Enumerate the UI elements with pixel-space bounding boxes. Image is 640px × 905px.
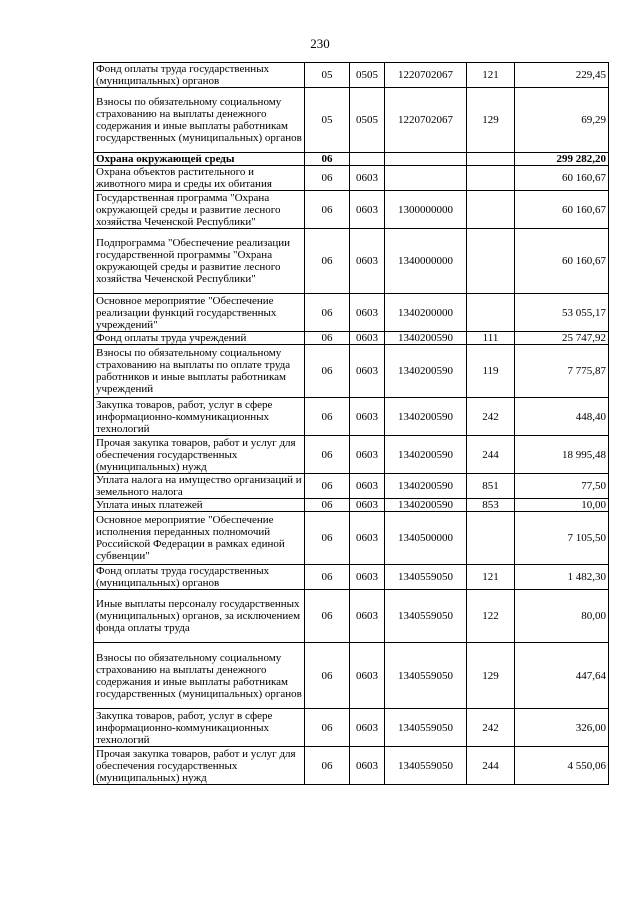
table-row: [94, 63, 609, 88]
cell-subsection: 0603: [350, 499, 385, 512]
cell-subsection: 0505: [350, 63, 385, 88]
cell-name: Фонд оплаты труда государственных (муниципальных) органов: [94, 565, 305, 590]
cell-name: Уплата налога на имущество организаций и земельного налога: [94, 474, 305, 499]
cell-subsection: 0603: [350, 332, 385, 345]
cell-target-article: 1340559050: [385, 590, 467, 643]
table-row: [94, 345, 609, 398]
cell-amount: 447,64: [515, 643, 609, 709]
cell-section: 06: [305, 590, 350, 643]
cell-name: Иные выплаты персоналу государственных (муниципальных) органов, за исключением фонда оплаты труда: [94, 590, 305, 643]
cell-target-article: 1340559050: [385, 643, 467, 709]
cell-name: Уплата иных платежей: [94, 499, 305, 512]
table-row: [94, 332, 609, 345]
cell-expense-type: [467, 153, 515, 166]
cell-target-article: 1340200000: [385, 294, 467, 332]
cell-section: 06: [305, 747, 350, 785]
budget-table-body: [94, 63, 609, 785]
cell-section: 06: [305, 229, 350, 294]
cell-subsection: 0603: [350, 643, 385, 709]
cell-target-article: 1340559050: [385, 709, 467, 747]
cell-amount: 60 160,67: [515, 229, 609, 294]
table-row: [94, 294, 609, 332]
cell-section: 06: [305, 345, 350, 398]
cell-subsection: 0603: [350, 590, 385, 643]
cell-subsection: 0603: [350, 709, 385, 747]
table-row: [94, 512, 609, 565]
cell-name: Закупка товаров, работ, услуг в сфере информационно-коммуникационных технологий: [94, 709, 305, 747]
budget-table: [93, 62, 609, 785]
cell-target-article: 1340200590: [385, 436, 467, 474]
cell-subsection: 0603: [350, 398, 385, 436]
cell-expense-type: 244: [467, 436, 515, 474]
cell-section: 05: [305, 63, 350, 88]
cell-target-article: 1220702067: [385, 88, 467, 153]
table-row: [94, 590, 609, 643]
cell-subsection: 0603: [350, 565, 385, 590]
cell-amount: 25 747,92: [515, 332, 609, 345]
cell-expense-type: 129: [467, 88, 515, 153]
cell-section: 06: [305, 166, 350, 191]
table-row: [94, 643, 609, 709]
cell-section: 06: [305, 512, 350, 565]
cell-subsection: 0603: [350, 166, 385, 191]
cell-section: 06: [305, 474, 350, 499]
cell-amount: 4 550,06: [515, 747, 609, 785]
cell-expense-type: 242: [467, 398, 515, 436]
cell-amount: 53 055,17: [515, 294, 609, 332]
cell-expense-type: 851: [467, 474, 515, 499]
cell-subsection: 0603: [350, 474, 385, 499]
cell-expense-type: 122: [467, 590, 515, 643]
cell-target-article: 1340200590: [385, 398, 467, 436]
cell-amount: 69,29: [515, 88, 609, 153]
cell-section: 06: [305, 153, 350, 166]
cell-subsection: 0505: [350, 88, 385, 153]
cell-expense-type: 129: [467, 643, 515, 709]
cell-target-article: 1340200590: [385, 474, 467, 499]
cell-amount: 7 775,87: [515, 345, 609, 398]
cell-target-article: 1300000000: [385, 191, 467, 229]
cell-name: Закупка товаров, работ, услуг в сфере информационно-коммуникационных технологий: [94, 398, 305, 436]
cell-section: 06: [305, 643, 350, 709]
cell-name: Взносы по обязательному социальному страхованию на выплаты денежного содержания и иные выплаты работникам государственных (муниципальных) органов: [94, 88, 305, 153]
cell-amount: 448,40: [515, 398, 609, 436]
cell-subsection: 0603: [350, 747, 385, 785]
cell-expense-type: 119: [467, 345, 515, 398]
cell-target-article: 1340200590: [385, 332, 467, 345]
cell-subsection: 0603: [350, 191, 385, 229]
cell-expense-type: 853: [467, 499, 515, 512]
cell-subsection: 0603: [350, 229, 385, 294]
cell-expense-type: [467, 166, 515, 191]
cell-amount: 10,00: [515, 499, 609, 512]
cell-amount: 1 482,30: [515, 565, 609, 590]
cell-section: 06: [305, 499, 350, 512]
table-row: [94, 229, 609, 294]
cell-expense-type: [467, 229, 515, 294]
cell-subsection: 0603: [350, 345, 385, 398]
table-row: [94, 709, 609, 747]
cell-target-article: 1340559050: [385, 565, 467, 590]
cell-name: Основное мероприятие "Обеспечение исполнения переданных полномочий Российской Федерации в рамках единой субвенции": [94, 512, 305, 565]
cell-amount: 7 105,50: [515, 512, 609, 565]
cell-name: Взносы по обязательному социальному страхованию на выплаты денежного содержания и иные выплаты работникам государственных (муниципальных) органов: [94, 643, 305, 709]
cell-amount: 60 160,67: [515, 166, 609, 191]
cell-section: 06: [305, 398, 350, 436]
cell-amount: 326,00: [515, 709, 609, 747]
table-row: [94, 88, 609, 153]
table-row: [94, 474, 609, 499]
cell-amount: 18 995,48: [515, 436, 609, 474]
cell-name: Подпрограмма "Обеспечение реализации государственной программы "Охрана окружающей среды и развитие лесного хозяйства Чеченской Республики": [94, 229, 305, 294]
cell-expense-type: [467, 191, 515, 229]
cell-section: 06: [305, 565, 350, 590]
cell-subsection: [350, 153, 385, 166]
cell-name: Прочая закупка товаров, работ и услуг для обеспечения государственных (муниципальных) нужд: [94, 747, 305, 785]
cell-name: Фонд оплаты труда государственных (муниципальных) органов: [94, 63, 305, 88]
cell-expense-type: 111: [467, 332, 515, 345]
cell-name: Охрана объектов растительного и животного мира и среды их обитания: [94, 166, 305, 191]
cell-expense-type: 244: [467, 747, 515, 785]
cell-section: 06: [305, 709, 350, 747]
cell-target-article: 1340200590: [385, 499, 467, 512]
cell-section: 06: [305, 191, 350, 229]
table-row: [94, 166, 609, 191]
cell-amount: 229,45: [515, 63, 609, 88]
cell-amount: 77,50: [515, 474, 609, 499]
table-row: [94, 565, 609, 590]
cell-expense-type: 242: [467, 709, 515, 747]
cell-amount: 80,00: [515, 590, 609, 643]
page-number: 230: [310, 36, 330, 51]
table-row: [94, 436, 609, 474]
cell-subsection: 0603: [350, 436, 385, 474]
table-row: [94, 398, 609, 436]
cell-section: 05: [305, 88, 350, 153]
cell-section: 06: [305, 436, 350, 474]
cell-expense-type: [467, 294, 515, 332]
cell-expense-type: 121: [467, 565, 515, 590]
cell-expense-type: 121: [467, 63, 515, 88]
cell-target-article: [385, 153, 467, 166]
cell-target-article: 1340559050: [385, 747, 467, 785]
cell-expense-type: [467, 512, 515, 565]
cell-name: Государственная программа "Охрана окружающей среды и развитие лесного хозяйства Чеченской Республики": [94, 191, 305, 229]
cell-amount: 60 160,67: [515, 191, 609, 229]
cell-target-article: 1340000000: [385, 229, 467, 294]
cell-section: 06: [305, 332, 350, 345]
cell-name: Охрана окружающей среды: [94, 153, 305, 166]
cell-target-article: 1340500000: [385, 512, 467, 565]
cell-amount: 299 282,20: [515, 153, 609, 166]
cell-target-article: 1340200590: [385, 345, 467, 398]
table-row: [94, 747, 609, 785]
cell-name: Прочая закупка товаров, работ и услуг для обеспечения государственных (муниципальных) нужд: [94, 436, 305, 474]
cell-section: 06: [305, 294, 350, 332]
cell-subsection: 0603: [350, 512, 385, 565]
cell-name: Взносы по обязательному социальному страхованию на выплаты по оплате труда работников и иные выплаты работникам учреждений: [94, 345, 305, 398]
cell-name: Основное мероприятие "Обеспечение реализации функций государственных учреждений": [94, 294, 305, 332]
table-row: [94, 191, 609, 229]
table-row: [94, 153, 609, 166]
cell-target-article: [385, 166, 467, 191]
cell-name: Фонд оплаты труда учреждений: [94, 332, 305, 345]
table-row: [94, 499, 609, 512]
cell-subsection: 0603: [350, 294, 385, 332]
cell-target-article: 1220702067: [385, 63, 467, 88]
